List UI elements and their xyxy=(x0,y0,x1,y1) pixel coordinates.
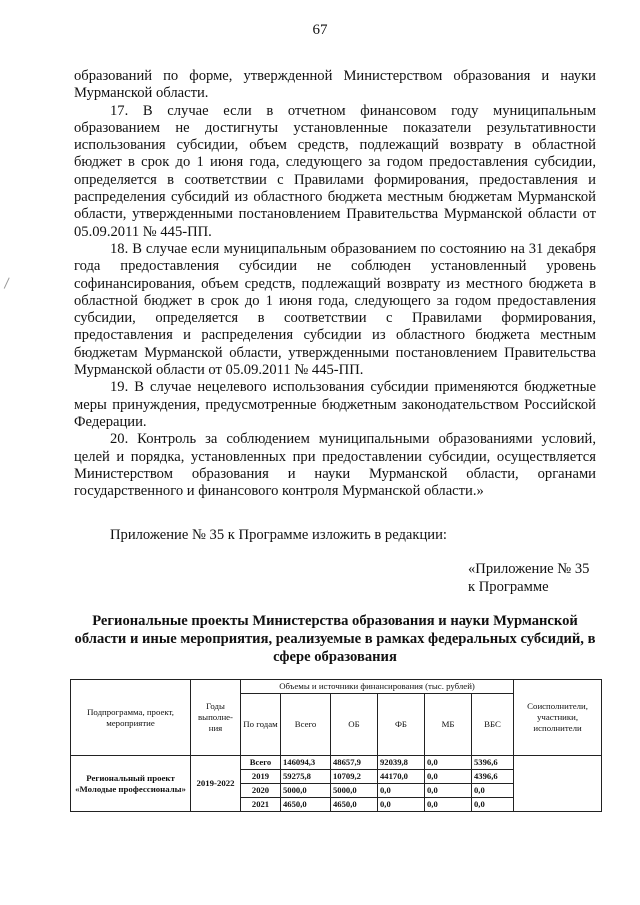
header-total: Всего xyxy=(281,694,331,756)
row-vbs: 5396,6 xyxy=(472,756,514,770)
row-total: 146094,3 xyxy=(281,756,331,770)
row-year: 2021 xyxy=(241,798,281,812)
row-mb: 0,0 xyxy=(425,756,472,770)
header-by-year: По годам xyxy=(241,694,281,756)
row-ob: 5000,0 xyxy=(331,784,378,798)
paragraph-17: 17. В случае если в отчетном финансовом году муниципальным образованием не достигнуты установленные показатели результативности использования субсидии, объем средств, подлежащий возврату в областной бюджет в срок до 1 июня года, следующего за годом предоставления субсидии, определяется в соответствии с Правилами формирования, предоставления и распределения субсидий из областного бюджета местным бюджетам Мурманской области, утвержденными постановлением Правительства Мурманской области от 05.09.2011 № 445-ПП. xyxy=(74,102,596,240)
margin-mark xyxy=(4,278,14,291)
header-mb: МБ xyxy=(425,694,472,756)
appendix-line-2: к Программе xyxy=(468,579,549,595)
funding-table xyxy=(70,679,602,812)
row-total: 59275,8 xyxy=(281,770,331,784)
page-number: 67 xyxy=(312,22,328,38)
header-years: Годы выполне-ния xyxy=(191,680,241,756)
paragraph-20: 20. Контроль за соблюдением муниципальными образованиями условий, целей и порядка, установленных при предоставлении субсидии, осуществляется Министерством образования и науки Мурманской области, органами государственного и финансового контроля Мурманской области.» xyxy=(74,431,596,500)
appendix-line-1: «Приложение № 35 xyxy=(468,561,590,577)
appendix-reference xyxy=(468,560,589,596)
row-year: 2020 xyxy=(241,784,281,798)
row-fb: 92039,8 xyxy=(378,756,425,770)
paragraph-continuation: образований по форме, утвержденной Министерством образования и науки Мурманской области. xyxy=(74,68,596,102)
row-ob: 10709,2 xyxy=(331,770,378,784)
row-mb: 0,0 xyxy=(425,798,472,812)
paragraph-18: 18. В случае если муниципальным образованием по состоянию на 31 декабря года предоставления субсидии не соблюден установленный уровень софинансирования, объем средств, подлежащий возврату из местного бюджета в областной бюджет в срок до 1 июня года, следующего за годом предоставления субсидии, определяется в соответствии с Правилами формирования, предоставления и распределения субсидии из областного бюджета местным бюджетам Мурманской области, утвержденными постановлением Правительства Мурманской области от 05.09.2011 № 445-ПП. xyxy=(74,240,596,379)
row-fb: 0,0 xyxy=(378,784,425,798)
header-project: Подпрограмма, проект, мероприятие xyxy=(71,680,191,756)
header-fb: ФБ xyxy=(378,694,425,756)
row-total: 4650,0 xyxy=(281,798,331,812)
paragraph-19: 19. В случае нецелевого использования субсидии применяются бюджетные меры принуждения, предусмотренные бюджетным законодательством Российской Федерации. xyxy=(74,379,596,430)
row-year: 2019 xyxy=(241,770,281,784)
table-row xyxy=(71,756,602,770)
amendment-line: Приложение № 35 к Программе изложить в редакции: xyxy=(110,527,447,543)
header-vbs: ВБС xyxy=(472,694,514,756)
project-years: 2019-2022 xyxy=(191,756,241,812)
row-vbs: 0,0 xyxy=(472,784,514,798)
header-executors: Соисполнители, участники, исполнители xyxy=(514,680,602,756)
row-ob: 4650,0 xyxy=(331,798,378,812)
header-funding-group: Объемы и источники финансирования (тыс. рублей) xyxy=(241,680,514,694)
row-total: 5000,0 xyxy=(281,784,331,798)
document-body xyxy=(74,68,596,500)
row-mb: 0,0 xyxy=(425,770,472,784)
row-year: Всего xyxy=(241,756,281,770)
row-ob: 48657,9 xyxy=(331,756,378,770)
table-title: Региональные проекты Министерства образования и науки Мурманской области и иные мероприятия, реализуемые в рамках федеральных субсидий, в сфере образования xyxy=(74,613,596,665)
row-vbs: 0,0 xyxy=(472,798,514,812)
row-fb: 44170,0 xyxy=(378,770,425,784)
executors-cell xyxy=(514,756,602,812)
row-mb: 0,0 xyxy=(425,784,472,798)
header-ob: ОБ xyxy=(331,694,378,756)
row-fb: 0,0 xyxy=(378,798,425,812)
project-name: Региональный проект «Молодые профессионалы» xyxy=(71,756,191,812)
row-vbs: 4396,6 xyxy=(472,770,514,784)
